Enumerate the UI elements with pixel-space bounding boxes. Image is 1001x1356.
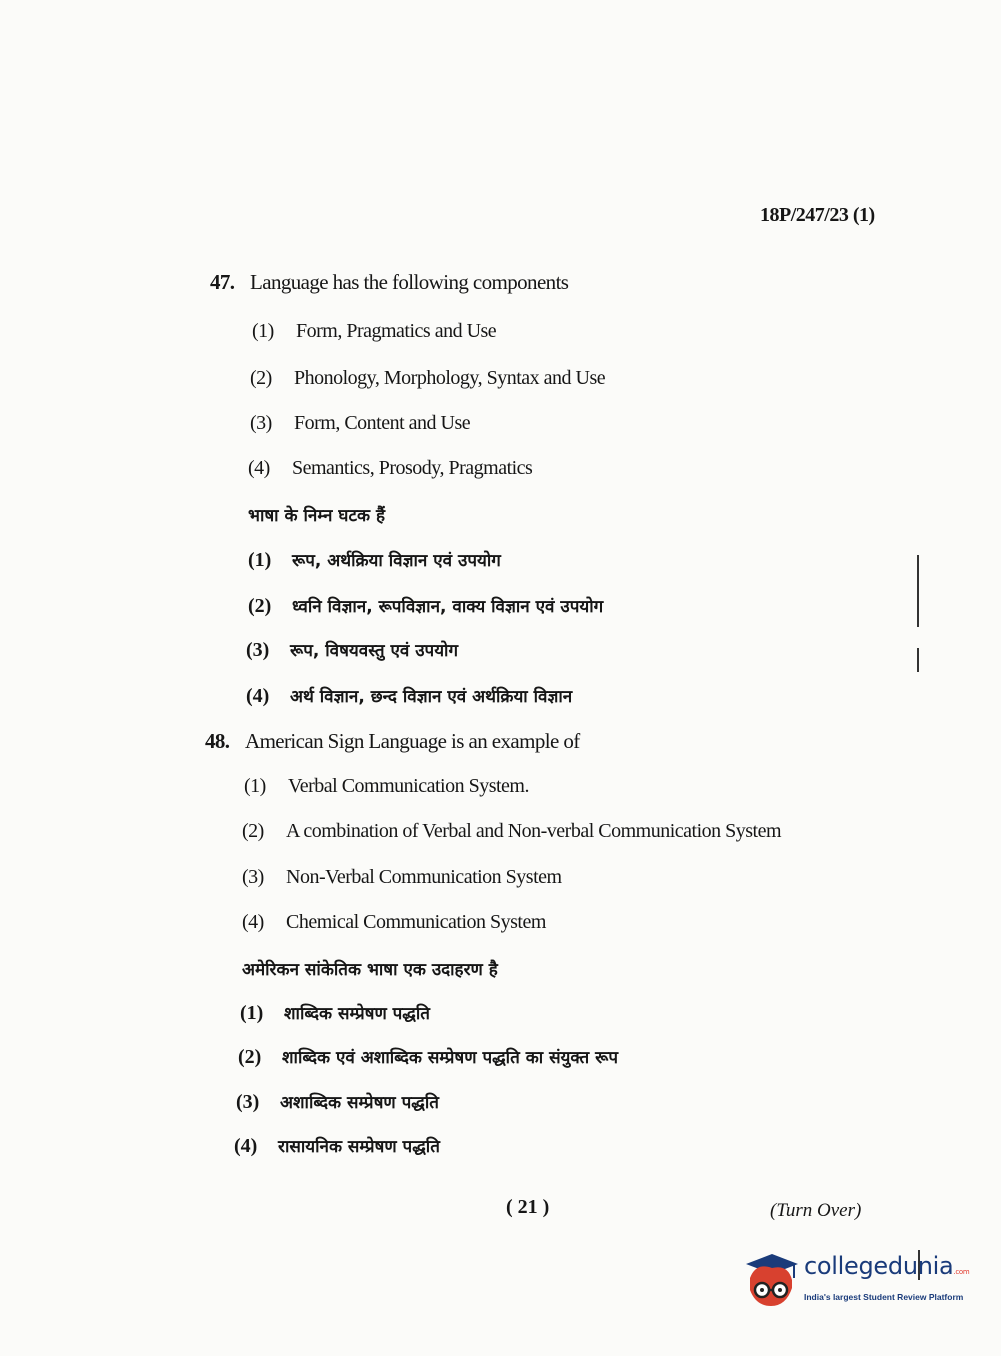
hindi-option-48-1: (1) शाब्दिक सम्प्रेषण पद्धति bbox=[240, 1002, 430, 1024]
question-47 bbox=[210, 270, 568, 295]
hindi-option-48-2: (2) शाब्दिक एवं अशाब्दिक सम्प्रेषण पद्धति का संयुक्त रूप bbox=[238, 1046, 619, 1068]
hindi-option-48-4: (4) रासायनिक सम्प्रेषण पद्धति bbox=[234, 1135, 440, 1157]
question-48-hindi: अमेरिकन सांकेतिक भाषा एक उदाहरण है bbox=[242, 960, 498, 980]
collegedunia-watermark bbox=[742, 1248, 972, 1312]
logo-tagline: India's largest Student Review Platform bbox=[804, 1292, 964, 1302]
hindi-option-47-4: (4) अर्थ विज्ञान, छन्द विज्ञान एवं अर्थक्रिया विज्ञान bbox=[246, 685, 573, 707]
option-47-4: (4) Semantics, Prosody, Pragmatics bbox=[248, 457, 533, 479]
option-48-1: (1) Verbal Communication System. bbox=[244, 775, 529, 797]
question-47-hindi: भाषा के निम्न घटक हैं bbox=[248, 506, 386, 526]
question-text: American Sign Language is an example of bbox=[245, 729, 580, 753]
hindi-option-47-2: (2) ध्वनि विज्ञान, रूपविज्ञान, वाक्य विज्ञान एवं उपयोग bbox=[248, 595, 604, 617]
option-48-3: (3) Non-Verbal Communication System bbox=[242, 866, 562, 888]
option-47-3: (3) Form, Content and Use bbox=[250, 412, 471, 434]
question-text: Language has the following components bbox=[250, 270, 569, 294]
hindi-option-48-3: (3) अशाब्दिक सम्प्रेषण पद्धति bbox=[236, 1091, 439, 1113]
scan-mark bbox=[917, 648, 919, 672]
turn-over-label: (Turn Over) bbox=[770, 1200, 862, 1221]
paper-code: 18P/247/23 (1) bbox=[760, 204, 875, 226]
logo-com: .com bbox=[953, 1268, 970, 1276]
option-47-2: (2) Phonology, Morphology, Syntax and Use bbox=[250, 367, 606, 389]
student-mascot-icon bbox=[742, 1248, 800, 1312]
scan-mark bbox=[917, 555, 919, 627]
option-48-4: (4) Chemical Communication System bbox=[242, 911, 546, 933]
question-number: 48. bbox=[205, 729, 230, 753]
option-48-2: (2) A combination of Verbal and Non-verbal Communication System bbox=[242, 820, 782, 842]
question-number: 47. bbox=[210, 270, 235, 294]
question-48 bbox=[205, 729, 580, 754]
logo-brand: collegedunia.com bbox=[804, 1252, 970, 1280]
page-number: ( 21 ) bbox=[506, 1196, 550, 1218]
hindi-option-47-1: (1) रूप, अर्थक्रिया विज्ञान एवं उपयोग bbox=[248, 549, 501, 571]
option-47-1: (1) Form, Pragmatics and Use bbox=[252, 320, 497, 342]
hindi-option-47-3: (3) रूप, विषयवस्तु एवं उपयोग bbox=[246, 639, 459, 661]
